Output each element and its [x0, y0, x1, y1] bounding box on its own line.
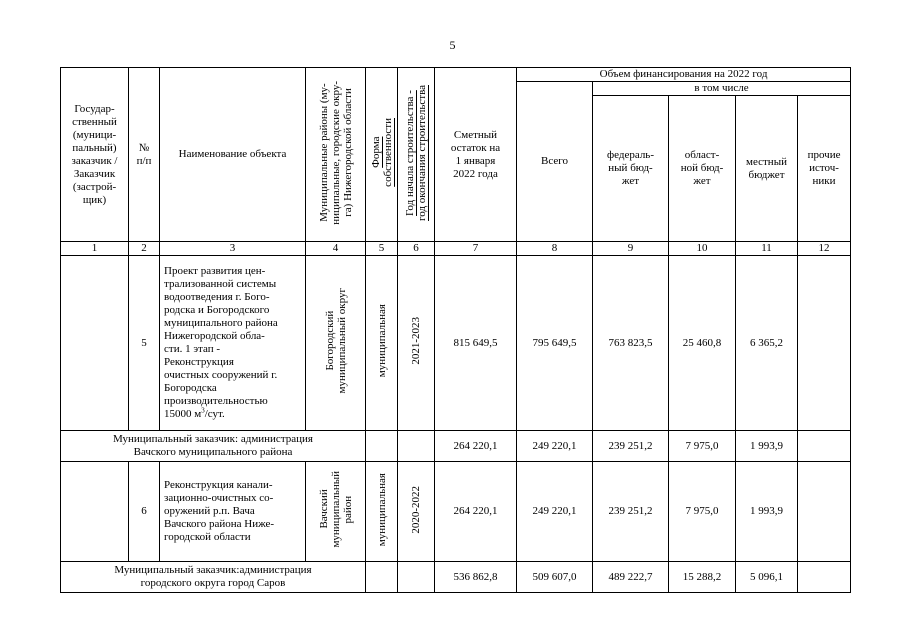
row-total: 795 649,5: [517, 256, 593, 431]
header-regional: област- ной бюд- жет: [669, 96, 736, 242]
row-municipal: Богородский муниципальный округ: [323, 288, 348, 394]
col-number: 8: [517, 242, 593, 256]
header-total: Всего: [517, 82, 593, 242]
header-remainder: Сметный остаток на 1 января 2022 года: [435, 68, 517, 242]
customer-row: [61, 431, 851, 462]
col-number: 12: [798, 242, 851, 256]
row-object-name: Проект развития цен- трализованной системы водоотведения г. Бого- родска и Богородского муниципального района Нижегородской обла- сти. 1 этап - Реконструкция очистных сооружений г. Богородска производительностью 15000 $м^3$/сут.: [160, 256, 306, 431]
row-remainder: 264 220,1: [435, 431, 517, 462]
row-ownership: муниципальная: [375, 472, 388, 547]
table-row: [61, 256, 851, 431]
row-empty: [366, 431, 398, 462]
customer-label: Муниципальный заказчик:администрация городского округа город Саров: [61, 562, 366, 593]
header-row-1: [61, 68, 851, 82]
row-empty: [398, 431, 435, 462]
col-number: 5: [366, 242, 398, 256]
row-empty: [398, 562, 435, 593]
col-number: 4: [306, 242, 366, 256]
row-years: 2021-2023: [410, 317, 422, 365]
row-municipal: Вачский муниципальный район: [317, 471, 354, 548]
col-number: 3: [160, 242, 306, 256]
row-local: 6 365,2: [736, 256, 798, 431]
header-customer: Государ- ственный (муници- пальный) заказчик / Заказчик (застрой- щик): [61, 68, 129, 242]
header-other: прочие источ- ники: [798, 96, 851, 242]
header-num: № п/п: [129, 68, 160, 242]
row-other: [798, 256, 851, 431]
col-number: 2: [129, 242, 160, 256]
page-number: 5: [449, 38, 456, 52]
row-remainder: 815 649,5: [435, 256, 517, 431]
row-other: [798, 462, 851, 562]
row-empty: [366, 562, 398, 593]
col-number: 6: [398, 242, 435, 256]
table-row: [61, 462, 851, 562]
header-including: в том числе: [593, 82, 851, 96]
row-total: 509 607,0: [517, 562, 593, 593]
row-federal: 763 823,5: [593, 256, 669, 431]
row-regional: 7 975,0: [669, 431, 736, 462]
column-numbers-row: [61, 242, 851, 256]
customer-row: [61, 562, 851, 593]
row-total: 249 220,1: [517, 431, 593, 462]
row-num: 5: [129, 256, 160, 431]
col-number: 11: [736, 242, 798, 256]
row-years-cell: [398, 462, 435, 562]
row-ownership: муниципальная: [375, 304, 388, 378]
row-federal: 489 222,7: [593, 562, 669, 593]
col-number: 9: [593, 242, 669, 256]
row-years: 2020-2022: [410, 485, 422, 534]
col-number: 10: [669, 242, 736, 256]
row-customer: [61, 256, 129, 431]
row-regional: 7 975,0: [669, 462, 736, 562]
row-other: [798, 562, 851, 593]
header-years: Год начала строительства - год окончания строительства: [404, 84, 428, 221]
header-ownership: Форма собственности: [369, 118, 394, 187]
row-regional: 15 288,2: [669, 562, 736, 593]
header-federal: федераль- ный бюд- жет: [593, 96, 669, 242]
col-number: 7: [435, 242, 517, 256]
header-years-cell: [398, 68, 435, 242]
row-object-name: Реконструкция канали- зационно-очистных со- оружений р.п. Вача Вачского района Ниже- городской области: [160, 462, 306, 562]
header-name: Наименование объекта: [160, 68, 306, 242]
row-federal: 239 251,2: [593, 431, 669, 462]
row-municipal-cell: [306, 462, 366, 562]
row-regional: 25 460,8: [669, 256, 736, 431]
customer-label: Муниципальный заказчик: администрация Вачского муниципального района: [61, 431, 366, 462]
col-number: 1: [61, 242, 129, 256]
row-customer: [61, 462, 129, 562]
header-ownership-cell: [366, 68, 398, 242]
row-years-cell: [398, 256, 435, 431]
row-federal: 239 251,2: [593, 462, 669, 562]
row-ownership-cell: [366, 462, 398, 562]
row-local: 1 993,9: [736, 431, 798, 462]
row-municipal-cell: [306, 256, 366, 431]
row-ownership-cell: [366, 256, 398, 431]
row-local: 5 096,1: [736, 562, 798, 593]
header-funding-volume: Объем финансирования на 2022 год: [517, 68, 851, 82]
row-other: [798, 431, 851, 462]
financing-table: [60, 67, 851, 593]
row-remainder: 536 862,8: [435, 562, 517, 593]
header-local: местный бюджет: [736, 96, 798, 242]
header-municipal: Муниципальные районы (му- ниципальные, городские окру- га) Нижегородской области: [317, 80, 354, 225]
row-remainder: 264 220,1: [435, 462, 517, 562]
header-municipal-cell: [306, 68, 366, 242]
row-total: 249 220,1: [517, 462, 593, 562]
row-local: 1 993,9: [736, 462, 798, 562]
row-num: 6: [129, 462, 160, 562]
